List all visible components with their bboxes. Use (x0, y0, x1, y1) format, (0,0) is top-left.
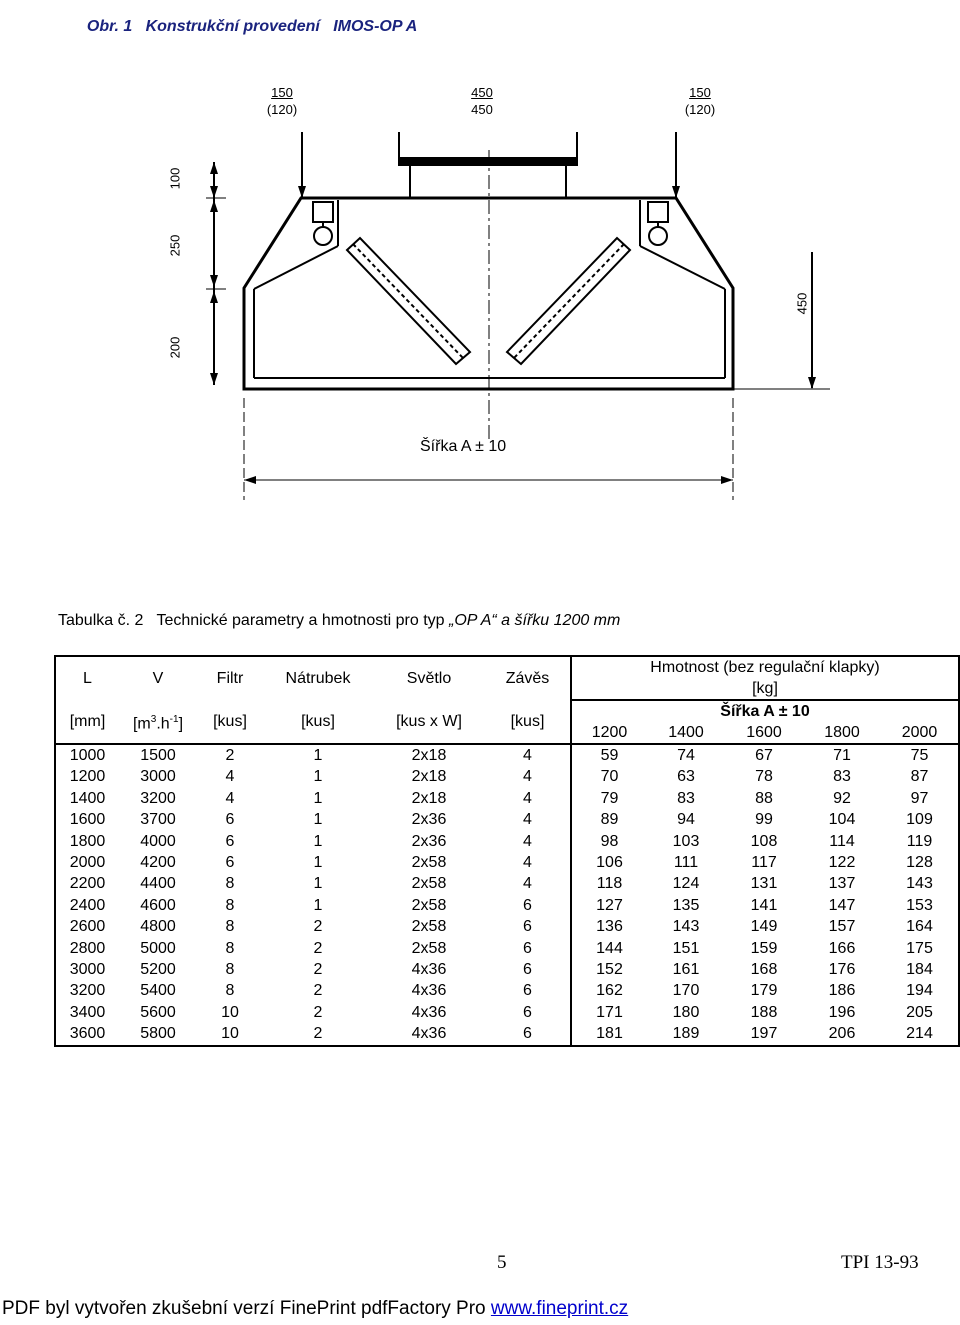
table-row (55, 959, 959, 980)
table-cell: 2800 (69, 939, 106, 957)
width-dimension-label: Šířka A ± 10 (420, 438, 507, 455)
table-cell: 8 (225, 961, 235, 979)
hood-technical-drawing (0, 0, 960, 560)
table-cell: 205 (906, 1003, 933, 1021)
table-cell: 6 (485, 916, 571, 937)
table-cell: 2x58 (411, 939, 447, 957)
table-cell: 186 (828, 982, 856, 1000)
col-name-l: L (83, 670, 92, 687)
table-cell: 4 (485, 831, 571, 852)
table-cell: 6 (225, 854, 235, 872)
table-cell: 168 (750, 961, 778, 979)
table-row (55, 788, 959, 809)
col-unit-v-end: ] (178, 715, 184, 733)
table-cell: 1000 (69, 747, 106, 764)
table-cell: 71 (833, 747, 851, 764)
table-row (55, 916, 959, 937)
header-row-units (55, 700, 959, 722)
table-row (55, 1002, 959, 1023)
table-cell: 114 (829, 832, 855, 850)
dim-top-left-alt: (120) (266, 102, 298, 117)
table-cell: 67 (755, 747, 773, 764)
table-row (55, 831, 959, 852)
table-cell: 2600 (69, 918, 106, 936)
table-cell: 153 (906, 896, 933, 914)
table-cell: 157 (828, 918, 856, 936)
table-cell: 6 (485, 895, 571, 916)
table-caption-type: „OP A“ a šířku 1200 mm (449, 612, 621, 629)
table-cell: 8 (225, 896, 235, 914)
table-cell: 3200 (140, 789, 176, 807)
dim-left-middle: 250 (167, 234, 183, 257)
table-cell: 2400 (69, 896, 106, 914)
table-cell: 8 (225, 875, 235, 893)
table-cell: 2x58 (411, 854, 447, 872)
light-right-housing (648, 202, 668, 222)
table-cell: 2x58 (411, 875, 447, 893)
table-cell: 137 (828, 875, 856, 893)
table-cell: 108 (750, 832, 778, 850)
table-cell: 2 (313, 939, 323, 957)
table-cell: 181 (596, 1025, 623, 1043)
table-cell: 111 (673, 854, 699, 872)
table-cell: 103 (672, 832, 700, 850)
figure-title: Konstrukční provedení (145, 18, 320, 35)
table-cell: 180 (672, 1003, 700, 1021)
table-cell: 2 (313, 982, 323, 1000)
col-unit-v (119, 700, 197, 744)
table-cell: 147 (828, 896, 856, 914)
table-cell: 2x18 (411, 789, 447, 807)
col-name-v: V (152, 670, 164, 687)
table-cell: 89 (600, 811, 619, 829)
col-name-natrubek: Nátrubek (285, 670, 351, 687)
table-cell: 144 (596, 939, 623, 957)
table-cell: 1 (313, 854, 323, 872)
table-cell: 1800 (69, 832, 106, 850)
table-cell: 171 (596, 1003, 623, 1021)
table-cell: 83 (677, 789, 695, 807)
header-row-names (55, 656, 959, 678)
table-cell: 2 (313, 918, 323, 936)
table-cell: 1 (313, 747, 323, 764)
dim-left-top: 100 (167, 167, 183, 190)
table-row (55, 1023, 959, 1045)
table-cell: 6 (485, 980, 571, 1001)
col-unit-svetlo: [kus x W] (373, 700, 485, 744)
table-cell: 106 (596, 854, 623, 872)
table-cell: 188 (750, 1003, 778, 1021)
light-left-housing (313, 202, 333, 222)
table-cell: 151 (672, 939, 700, 957)
table-cell: 4 (485, 873, 571, 894)
table-cell: 92 (833, 789, 851, 807)
table-cell: 99 (755, 811, 773, 829)
table-cell: 3400 (69, 1003, 106, 1021)
table-cell: 1 (313, 832, 323, 850)
light-right-bulb (649, 227, 667, 245)
table-cell: 3000 (140, 768, 176, 786)
width-value: 1400 (647, 722, 725, 744)
table-cell: 176 (828, 961, 856, 979)
table-row (55, 852, 959, 873)
table-cell: 1600 (69, 811, 106, 829)
table-cell: 88 (755, 789, 773, 807)
dim-top-right-value: 150 (689, 85, 711, 100)
table-cell: 5600 (140, 1003, 176, 1021)
table-cell: 6 (485, 1023, 571, 1045)
table-cell: 206 (828, 1025, 856, 1043)
table-cell: 10 (221, 1003, 239, 1021)
table-cell: 119 (906, 832, 933, 850)
table-row (55, 809, 959, 830)
table-cell: 8 (225, 982, 235, 1000)
table-cell: 2x18 (411, 747, 447, 764)
width-value: 2000 (881, 722, 959, 744)
table-cell: 179 (750, 982, 778, 1000)
table-cell: 94 (677, 811, 695, 829)
table-cell: 75 (910, 747, 929, 764)
col-unit-filtr: [kus] (197, 700, 263, 744)
table-cell: 2x18 (411, 768, 447, 786)
dim-top-center-alt: 450 (471, 102, 493, 117)
table-cell: 1500 (140, 747, 176, 764)
col-unit-zaves: [kus] (485, 700, 571, 744)
table-cell: 175 (906, 939, 933, 957)
col-unit-v-sup1: 3 (150, 713, 157, 725)
table-cell: 141 (750, 896, 778, 914)
dim-top-right-alt: (120) (684, 102, 716, 117)
col-name-zaves: Závěs (485, 656, 571, 700)
table-cell: 196 (828, 1003, 856, 1021)
table-cell: 4 (485, 766, 571, 787)
table-cell: 3200 (69, 982, 106, 1000)
figure-product: IMOS-OP A (333, 18, 418, 35)
table-cell: 2x58 (411, 896, 447, 914)
table-cell: 152 (596, 961, 623, 979)
table-cell: 164 (906, 918, 933, 936)
table-cell: 4800 (140, 918, 176, 936)
table-cell: 2 (313, 1003, 323, 1021)
parameters-table (54, 655, 960, 1047)
table-cell: 135 (672, 896, 700, 914)
dim-left-bottom: 200 (167, 336, 183, 359)
table-cell: 118 (596, 875, 623, 893)
document-id: TPI 13-93 (841, 1252, 919, 1273)
table-cell: 1200 (69, 768, 106, 786)
table-cell: 3600 (69, 1025, 106, 1043)
table-cell: 79 (600, 789, 619, 807)
table-cell: 161 (672, 961, 700, 979)
table-cell: 6 (225, 811, 235, 829)
table-cell: 2 (313, 1025, 323, 1043)
table-cell: 1 (313, 896, 323, 914)
col-unit-l: [mm] (55, 700, 119, 744)
table-cell: 143 (672, 918, 700, 936)
table-cell: 4x36 (411, 1003, 447, 1021)
width-header: Šířka A ± 10 (720, 703, 810, 720)
table-cell: 1 (313, 768, 323, 786)
table-cell: 2 (313, 961, 323, 979)
table-cell: 166 (828, 939, 856, 957)
col-unit-v-mid: .h (156, 715, 170, 733)
col-name-svetlo: Světlo (406, 670, 452, 687)
col-unit-v-sup2: -1 (169, 713, 179, 725)
table-cell: 170 (672, 982, 700, 1000)
table-cell: 159 (750, 939, 778, 957)
table-cell: 4 (485, 744, 571, 766)
table-cell: 3000 (69, 961, 106, 979)
table-cell: 4400 (140, 875, 176, 893)
width-value: 1800 (803, 722, 881, 744)
col-name-filtr: Filtr (216, 670, 244, 687)
dim-top-center-value: 450 (471, 85, 493, 100)
footer-text: PDF byl vytvořen zkušební verzí FinePrint pdfFactory Pro (2, 1298, 491, 1319)
table-cell: 2200 (69, 875, 106, 893)
width-value: 1600 (725, 722, 803, 744)
table-cell: 4x36 (411, 982, 447, 1000)
table-cell: 184 (906, 961, 933, 979)
footer-link[interactable]: www.fineprint.cz (490, 1298, 629, 1319)
table-cell: 1 (313, 789, 323, 807)
table-caption (58, 612, 620, 630)
table-cell: 6 (485, 959, 571, 980)
table-row (55, 766, 959, 787)
table-cell: 2 (225, 747, 235, 764)
table-row (55, 873, 959, 894)
col-unit-v-base: [m (132, 715, 151, 733)
table-cell: 5000 (140, 939, 176, 957)
table-cell: 10 (221, 1025, 239, 1043)
table-cell: 59 (600, 747, 619, 764)
table-cell: 4 (225, 768, 235, 786)
table-cell: 6 (225, 832, 235, 850)
table-cell: 122 (828, 854, 856, 872)
table-cell: 8 (225, 939, 235, 957)
table-cell: 124 (672, 875, 700, 893)
table-cell: 4 (485, 852, 571, 873)
table-cell: 127 (596, 896, 623, 914)
table-cell: 117 (751, 854, 777, 872)
table-caption-label: Tabulka č. 2 (58, 612, 144, 629)
light-left-bulb (314, 227, 332, 245)
table-cell: 4600 (140, 896, 176, 914)
weight-header: Hmotnost (bez regulační klapky) (650, 659, 880, 676)
table-cell: 4 (225, 789, 235, 807)
table-cell: 63 (677, 768, 695, 786)
table-cell: 6 (485, 1002, 571, 1023)
col-unit-natrubek: [kus] (263, 700, 373, 744)
table-cell: 78 (755, 768, 773, 786)
table-cell: 74 (677, 747, 695, 764)
table-cell: 2000 (69, 854, 106, 872)
table-cell: 109 (906, 811, 933, 829)
table-row (55, 895, 959, 916)
dim-top-left-value: 150 (271, 85, 293, 100)
table-row (55, 938, 959, 959)
table-cell: 97 (910, 789, 929, 807)
table-cell: 4x36 (411, 961, 447, 979)
table-cell: 128 (906, 854, 933, 872)
page-number: 5 (497, 1252, 507, 1273)
table-row (55, 980, 959, 1001)
table-cell: 2x58 (411, 918, 447, 936)
table-cell: 98 (600, 832, 619, 850)
figure-label: Obr. 1 (86, 18, 133, 35)
table-cell: 1 (313, 875, 323, 893)
table-cell: 4 (485, 809, 571, 830)
table-cell: 4 (485, 788, 571, 809)
table-cell: 136 (596, 918, 623, 936)
table-cell: 83 (833, 768, 851, 786)
table-cell: 162 (596, 982, 623, 1000)
table-caption-text: Technické parametry a hmotnosti pro typ (156, 612, 445, 629)
table-cell: 214 (906, 1025, 933, 1043)
table-cell: 3700 (140, 811, 176, 829)
table-row (55, 744, 959, 766)
table-cell: 197 (750, 1025, 778, 1043)
table-cell: 4200 (140, 854, 176, 872)
width-value: 1200 (571, 722, 647, 744)
weight-unit: [kg] (571, 678, 959, 700)
table-cell: 149 (750, 918, 778, 936)
table-cell: 5200 (140, 961, 176, 979)
table-cell: 5400 (140, 982, 176, 1000)
table-cell: 1400 (69, 789, 106, 807)
table-cell: 1 (313, 811, 323, 829)
table-cell: 4x36 (411, 1025, 447, 1043)
table-cell: 4000 (140, 832, 176, 850)
table-cell: 143 (906, 875, 933, 893)
dim-right-height: 450 (794, 292, 810, 315)
table-cell: 104 (828, 811, 856, 829)
table-cell: 194 (906, 982, 933, 1000)
table-cell: 70 (600, 768, 619, 786)
duct-collar (399, 158, 577, 165)
table-cell: 87 (910, 768, 929, 786)
table-cell: 8 (225, 918, 235, 936)
table-cell: 6 (485, 938, 571, 959)
table-cell: 189 (672, 1025, 700, 1043)
footer-notice (2, 1298, 628, 1320)
table-cell: 131 (750, 875, 778, 893)
table-cell: 2x36 (411, 832, 447, 850)
table-cell: 5800 (140, 1025, 176, 1043)
table-cell: 2x36 (411, 811, 447, 829)
